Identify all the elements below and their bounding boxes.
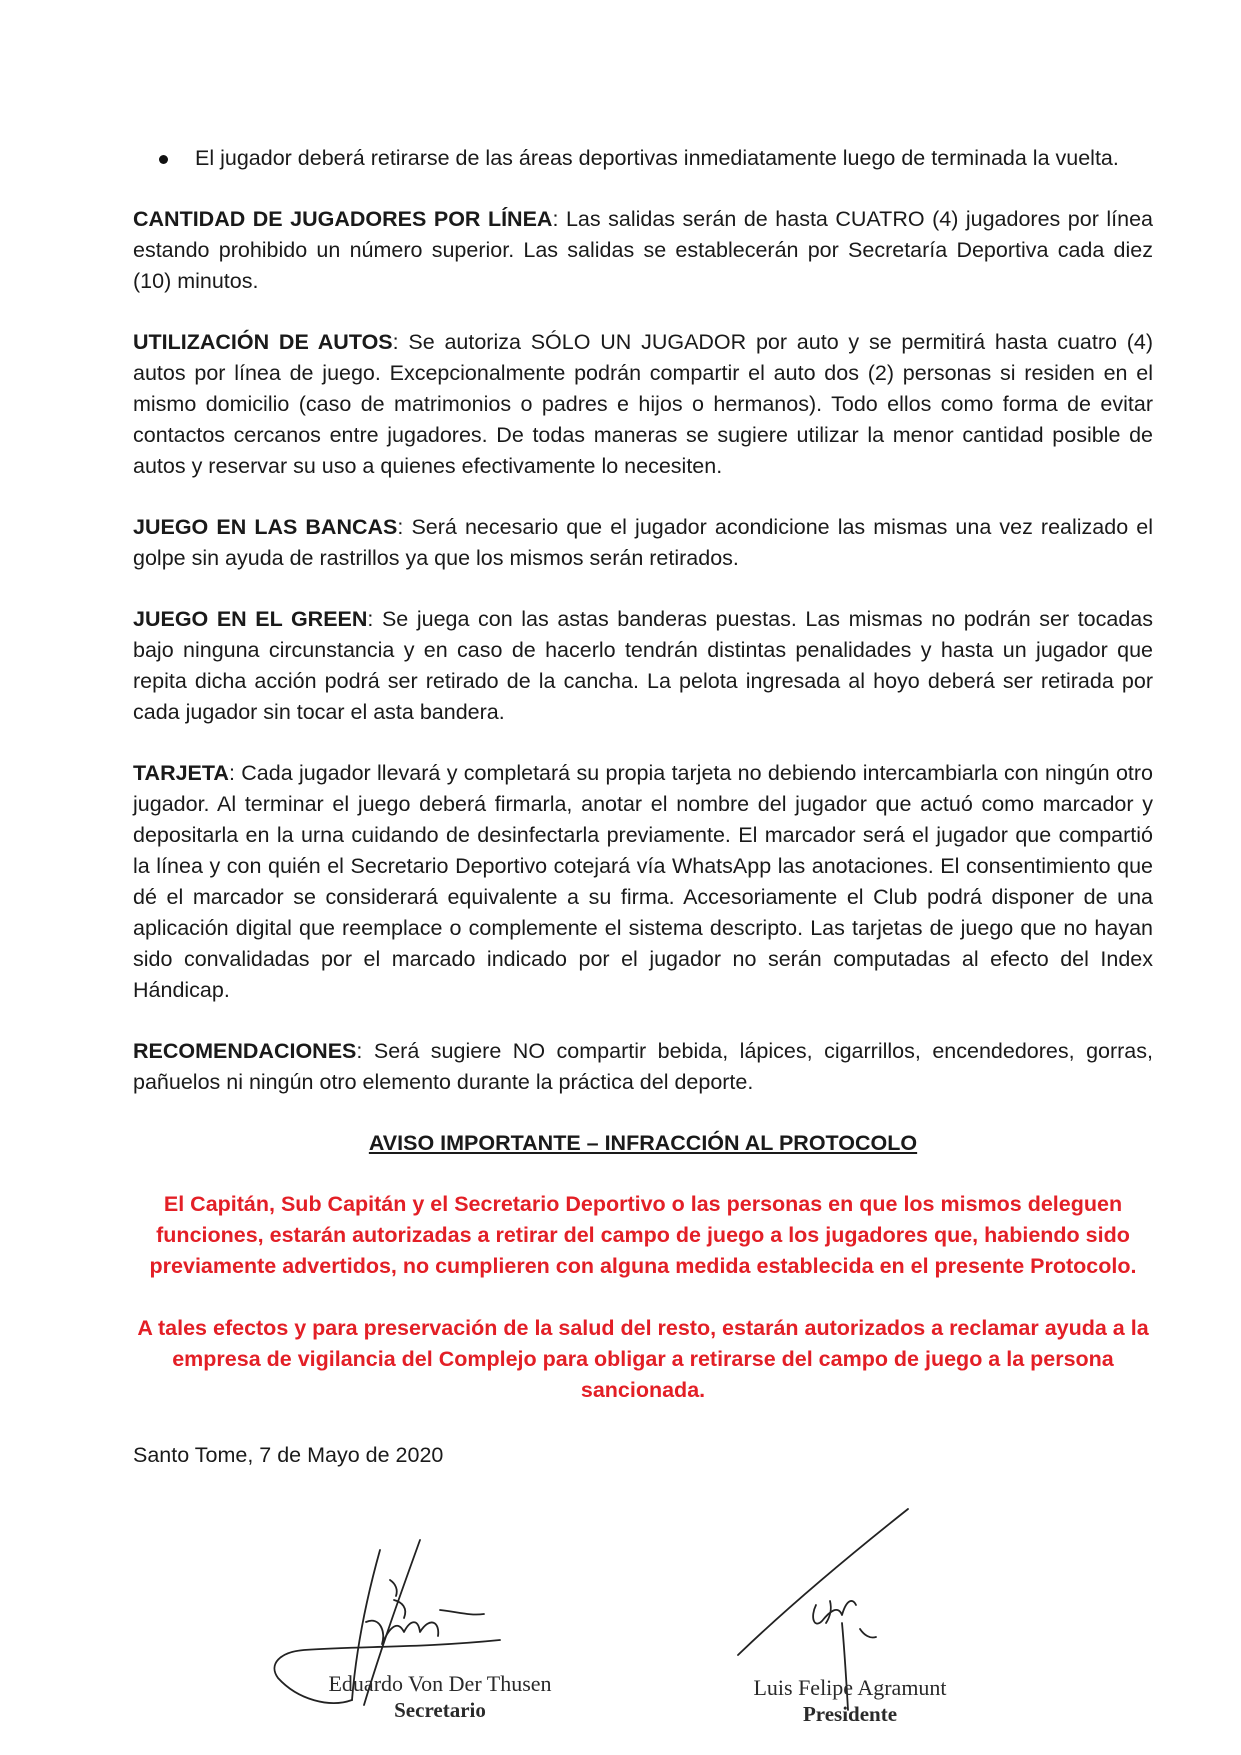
section-juego-bancas (133, 512, 1153, 574)
section-cantidad-jugadores (133, 204, 1153, 297)
bullet-text: El jugador deberá retirarse de las áreas deportivas inmediatamente luego de terminada la vuelta. (195, 146, 1119, 170)
section-juego-green (133, 604, 1153, 728)
signature-name: Eduardo Von Der Thusen (328, 1671, 552, 1696)
bullet-item (133, 143, 1153, 174)
signature-role: Secretario (394, 1698, 486, 1722)
signature-block-secretario (300, 1671, 580, 1723)
section-text: : Será necesario que el jugador acondicione las mismas una vez realizado el golpe sin ayuda de rastrillos ya que los mismos serán retirados. (133, 515, 1153, 570)
document-body (133, 143, 1153, 1471)
section-heading: JUEGO EN LAS BANCAS (133, 515, 398, 539)
section-recomendaciones (133, 1036, 1153, 1098)
signature-name: Luis Felipe Agramunt (753, 1675, 947, 1700)
signature-role: Presidente (802, 1702, 898, 1726)
bullet-icon (159, 155, 168, 164)
section-text: : Será sugiere NO compartir bebida, lápices, cigarrillos, encendedores, gorras, pañuelos ni ningún otro elemento durante la práctica del deporte. (133, 1039, 1153, 1094)
section-heading: RECOMENDACIONES (133, 1039, 357, 1063)
notice-title: AVISO IMPORTANTE – INFRACCIÓN AL PROTOCOLO (368, 1131, 918, 1155)
section-text: : Cada jugador llevará y completará su propia tarjeta no debiendo intercambiarla con ningún otro jugador. Al terminar el juego deberá firmarla, anotar el nombre del jugador que actuó como marcador y depositarla en la urna cuidando de desinfectarla previamente. El marcador será el jugador que compartió la línea y con quién el Secretario Deportivo cotejará vía WhatsApp las anotaciones. El consentimiento que dé el marcador se considerará equivalente a su firma. Accesoriamente el Club podrá disponer de una aplicación digital que reemplace o complemente el sistema descripto. Las tarjetas de juego que no hayan sido convalidadas por el marcado indicado por el jugador no serán computadas al efecto del Index Hándicap. (133, 761, 1153, 1002)
dateline: Santo Tome, 7 de Mayo de 2020 (133, 1443, 444, 1467)
section-utilizacion-autos (133, 327, 1153, 482)
section-text: : Las salidas serán de hasta CUATRO (4) jugadores por línea estando prohibido un número superior. Las salidas se establecerán por Secretaría Deportiva cada diez (10) minutos. (133, 207, 1154, 293)
section-text: : Se autoriza SÓLO UN JUGADOR por auto y se permitirá hasta cuatro (4) autos por línea de juego. Excepcionalmente podrán compartir el auto dos (2) personas si residen en el mismo domicilio (caso de matrimonios o padres e hijos o hermanos). Todo ellos como forma de evitar contactos cercanos entre jugadores. De todas maneras se sugiere utilizar la menor cantidad posible de autos y reservar su uso a quienes efectivamente lo necesiten. (133, 330, 1153, 478)
section-text: : Se juega con las astas banderas puestas. Las mismas no podrán ser tocadas bajo ninguna circunstancia y en caso de hacerlo tendrán distintas penalidades y hasta un jugador que repita dicha acción podrá ser retirado de la cancha. La pelota ingresada al hoyo deberá ser retirada por cada jugador sin tocar el asta bandera. (133, 607, 1153, 724)
section-heading: CANTIDAD DE JUGADORES POR LÍNEA (133, 207, 553, 231)
notice-paragraph-1: El Capitán, Sub Capitán y el Secretario Deportivo o las personas en que los mismos deleguen funciones, estarán autorizadas a retirar del campo de juego a los jugadores que, habiendo sido previamente advertidos, no cumplieren con alguna medida establecida en el presente Protocolo. (149, 1192, 1137, 1278)
section-tarjeta (133, 758, 1153, 1006)
signature-block-presidente (720, 1675, 980, 1727)
section-heading: TARJETA (133, 761, 229, 785)
notice-paragraph-2: A tales efectos y para preservación de la salud del resto, estarán autorizados a reclamar ayuda a la empresa de vigilancia del Complejo para obligar a retirarse del campo de juego a la persona sancionada. (137, 1316, 1149, 1402)
section-heading: JUEGO EN EL GREEN (133, 607, 368, 631)
section-heading: UTILIZACIÓN DE AUTOS (133, 330, 393, 354)
